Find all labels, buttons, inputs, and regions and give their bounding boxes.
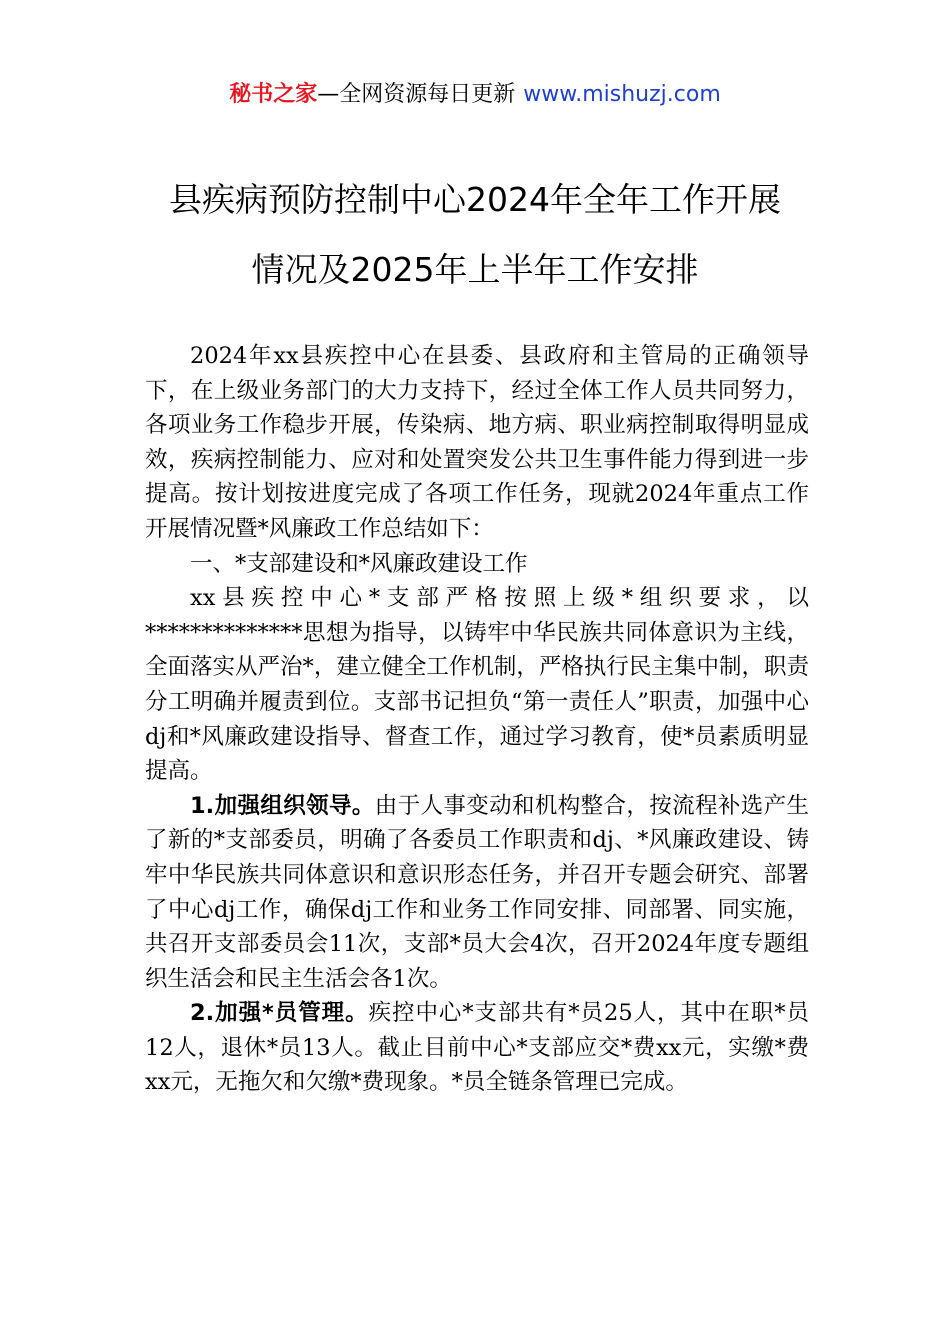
paragraph-party-branch: xx县疾控中心*支部严格按照上级*组织要求，以**************思想为指导，以铸牢中华民族共同体意识为主线，全面落实从严治*，建立健全工作机制，严格执行民主集中制，职责分工明确并履责到位。支部书记担负“第一责任人”职责，加强中心dj和*风廉政建设指导、督查工作，通过学习教育，使*员素质明显提高。 (145, 585, 809, 785)
site-banner (0, 80, 950, 110)
paragraph-organization-leadership (145, 789, 809, 997)
document-title-line-2: 情况及2025年上半年工作安排 (251, 250, 699, 289)
paragraph-lead-1: 1.加强组织领导。 (190, 792, 375, 819)
document-title-line-1: 县疾病预防控制中心2024年全年工作开展 (169, 180, 781, 219)
paragraph-lead-2: 2.加强*员管理。 (190, 1000, 369, 1027)
document-body (145, 339, 809, 1100)
paragraph-text-1: 由于人事变动和机构整合，按流程补选产生了新的*支部委员，明确了各委员工作职责和dj、*风廉政建设、铸牢中华民族共同体意识和意识形态任务，并召开专题会研究、部署了中心dj工作，确保dj工作和业务工作同安排、同部署、同实施，共召开支部委员会11次，支部*员大会4次，召开2024年度专题组织生活会和民主生活会各1次。 (145, 792, 809, 992)
banner-slogan: —全网资源每日更新 (317, 82, 516, 107)
section-heading-1: 一、*支部建设和*风廉政建设工作 (190, 550, 528, 577)
intro-paragraph: 2024年xx县疾控中心在县委、县政府和主管局的正确领导下，在上级业务部门的大力支持下，经过全体工作人员共同努力，各项业务工作稳步开展，传染病、地方病、职业病控制取得明显成效，疾病控制能力、应对和处置突发公共卫生事件能力得到进一步提高。按计划按进度完成了各项工作任务，现就2024年重点工作开展情况暨*风廉政工作总结如下： (145, 343, 809, 542)
banner-brand: 秘书之家 (229, 82, 318, 107)
banner-url-link[interactable]: www.mishuzj.com (523, 82, 721, 107)
paragraph-member-management (145, 996, 809, 1100)
paragraph-text-2: 疾控中心*支部共有*员25人，其中在职*员12人，退休*员13人。截止目前中心*支部应交*费xx元，实缴*费xx元，无拖欠和欠缴*费现象。*员全链条管理已完成。 (145, 1000, 809, 1096)
